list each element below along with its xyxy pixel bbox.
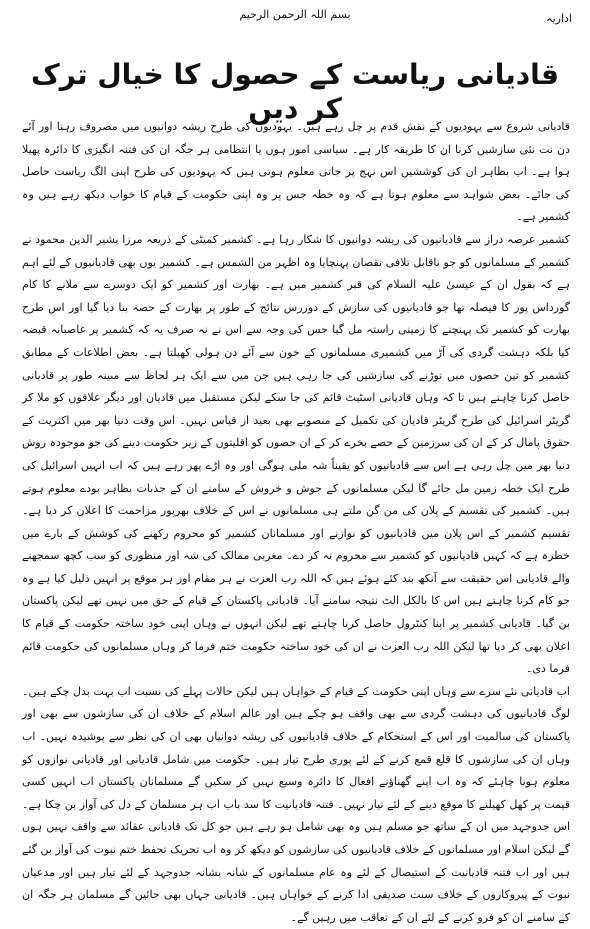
paragraph-1: قادیانی شروع سے یہودیوں کے نقش قدم پر چل رہے ہیں۔ یہودیوں کی طرح ریشہ دوانیوں میں مصروف رہنا اور آئے دن نت نئی سازشیں کرنا ان کا طریقہ کار ہے۔ سیاسی امور ہوں یا انتظامی ہر جگہ ان کی فتنہ انگیزی کا دائرہ پھیلا ہوا ہے۔ اب بظاہر ان کی کوششیں اس نہج پر جاتی معلوم ہوتی ہیں کہ یہودیوں کی طرح اپنی الگ ریاست حاصل کی جائے۔ بعض شواہد سے معلوم ہوتا ہے کہ وہ خطہ جس پر وہ اپنی حکومت کے قیام کا خواب دیکھ رہے ہیں وہ کشمیر ہے۔ [22, 120, 570, 224]
bismillah: بسم اللہ الرحمن الرحیم [239, 8, 351, 21]
section-label: اداریہ [546, 12, 572, 25]
paragraph-3: اب قادیانی نئے سرے سے وہاں اپنی حکومت کے قیام کے خواہاں ہیں لیکن حالات پہلے کی نسبت اب بہت بدل چکے ہیں۔ لوگ قادیانیوں کی دہشت گردی سے بھی واقف ہو چکے ہیں اور عالم اسلام کے خلاف ان کی سازشوں سے بھی اور پاکستان کی سالمیت اور اس کے استحکام کے خلاف قادیانیوں کی ریشہ دوانیاں بھی ان کی نظر سے پوشیدہ نہیں۔ اب وہاں ان کی سازشوں کا قلع قمع کرنے کے لئے پوری طرح تیار ہیں۔ حکومت میں شامل قادیانی اور قادیانی نوازوں کو معلوم ہونا چاہئے کہ وہ اب اپنے گھناؤنے افعال کا دائرہ وسیع نہیں کر سکیں گے مسلمانان پاکستان اب انہیں کسی قیمت پر کھل کھیلنے کا موقع دینے کے لئے تیار نہیں۔ فتنہ قادیانیت کا سد باب اب ہر مسلمان کے دل کی آواز بن چکا ہے۔ اس جدوجہد میں ان کے ساتھ جو مسلم ہیں وہ بھی شامل ہو رہے ہیں جو کل تک قادیانی عقائد سے واقف نہیں ہوں گے لیکن اسلام اور مسلمانوں کے خلاف قادیانیوں کی سازشوں کو دیکھ کر وہ اب تحریک تحفظ ختم نبوت کی آواز بن گئے ہیں اور اب فتنہ قادیانیت کے استیصال کے لئے وہ عام مسلمانوں کے شانہ بشانہ جدوجہد کے لئے تیار ہیں اور مدعیان نبوت کے پیروکاروں کے خلاف سنت صدیقی ادا کرنے کے خواہاں ہیں۔ قادیانی جہاں بھی جائیں گے مسلمان ہر جگہ ان کے سامنے ان کو فرو کرنے کے لئے ان کے تعاقب میں رہیں گے۔ [22, 684, 570, 924]
top-border [0, 0, 590, 4]
editorial-body [22, 116, 570, 929]
editorial-headline: قادیانی ریاست کے حصول کا خیال ترک کر دیں [30, 58, 560, 125]
paragraph-2: کشمیر عرصہ دراز سے قادیانیوں کی ریشہ دوانیوں کا شکار رہا ہے۔ کشمیر کمیٹی کے ذریعہ مرزا بشیر الدین محمود نے کشمیر کے مسلمانوں کو جو ناقابل تلافی نقصان پہنچایا وہ اظہر من الشمس ہے۔ کشمیر یوں بھی قادیانیوں کے لئے اہم ہے کہ بقول ان کے عیسیٰ علیہ السلام کی قبر کشمیر میں ہے۔ بھارت اور کشمیر کو ایک دوسرے سے ملانے کا کام گورداس پور کا فیصلہ تھا جو قادیانیوں کی سازش کے دوررس نتائج کے طور پر بھارت کے حصہ بنا دیا گیا اور اس طرح بھارت کو کشمیر تک پہنچنے کا زمینی راستہ مل گیا جس کی وجہ سے اس نے نہ صرف یہ کہ کشمیر پر غاصبانہ قبضہ کیا بلکہ دہشت گردی کی آڑ میں کشمیری مسلمانوں کے خون سے آئے دن ہولی کھیلتا ہے۔ بعض اطلاعات کے مطابق کشمیر کو تین حصوں میں توڑنے کی سازشیں کی جا رہی ہیں جن میں سے ایک ہر لحاظ سے مبینہ طور پر قادیانی حاصل کرنا چاہتے ہیں تا کہ وہاں قادیانی اسٹیٹ قائم کی جا سکے لیکن مستقبل میں قادیان اور دیگر علاقوں کو ملا کر گریٹر اسرائیل کی طرح گریٹر قادیان کی تکمیل کے منصوبے بھی بعید از قیاس نہیں۔ اس وقت دنیا بھر میں اکثریت کے حقوق پامال کر کے ان کی سرزمین کے حصے بخرے کر کے ان حصوں کو اقلیتوں کے زیر حکومت دینے کی جو موجودہ روش دنیا بھر میں چل رہی ہے اس سے قادیانیوں کو یقیناً شہ ملی ہوگی اور وہ اڑے پھر رہے ہیں کہ اب انہیں اسرائیل کی طرح ایک خطہ زمین مل جائے گا لیکن مسلمانوں کے جوش و خروش کے سامنے ان کے جذبات بظاہر بودے معلوم ہوتے ہیں۔ کشمیر کی تقسیم کے پلان کی من گن ملتے ہی مسلمانوں نے اس کے خلاف بھرپور مزاحمت کا اعلان کر دیا ہے۔ تقسیم کشمیر کے اس پلان میں قادیانیوں کو نوازنے اور مسلمانان کشمیر کو محروم رکھنے کی کوشش کے بارے میں خطرہ ہے کہ کہیں قادیانیوں کو کشمیر سے محروم نہ کر دے۔ مغربی ممالک کی شہ اور منظوری کو سب کچھ سمجھنے والے قادیانی اس حقیقت سے آنکھ بند کئے ہوئے ہیں کہ اللہ رب العزت نے ہر مقام اور ہر موقع پر انہیں ذلیل کیا ہے وہ جو کام کرنا چاہتے ہیں اس کا بالکل الٹ نتیجہ سامنے آیا۔ قادیانی پاکستان کے قیام کے حق میں نہیں تھے لیکن پاکستان بن گیا۔ قادیانی کشمیر پر اپنا کنٹرول حاصل کرنا چاہتے تھے لیکن انہوں نے وہاں اپنی خود ساختہ حکومت کے قیام کا اعلان بھی کر دیا تھا لیکن اللہ رب العزت نے ان کی خود ساختہ حکومت ختم فرما کر وہاں مسلمانوں کی حکومت قائم فرما دی۔ [22, 232, 570, 676]
